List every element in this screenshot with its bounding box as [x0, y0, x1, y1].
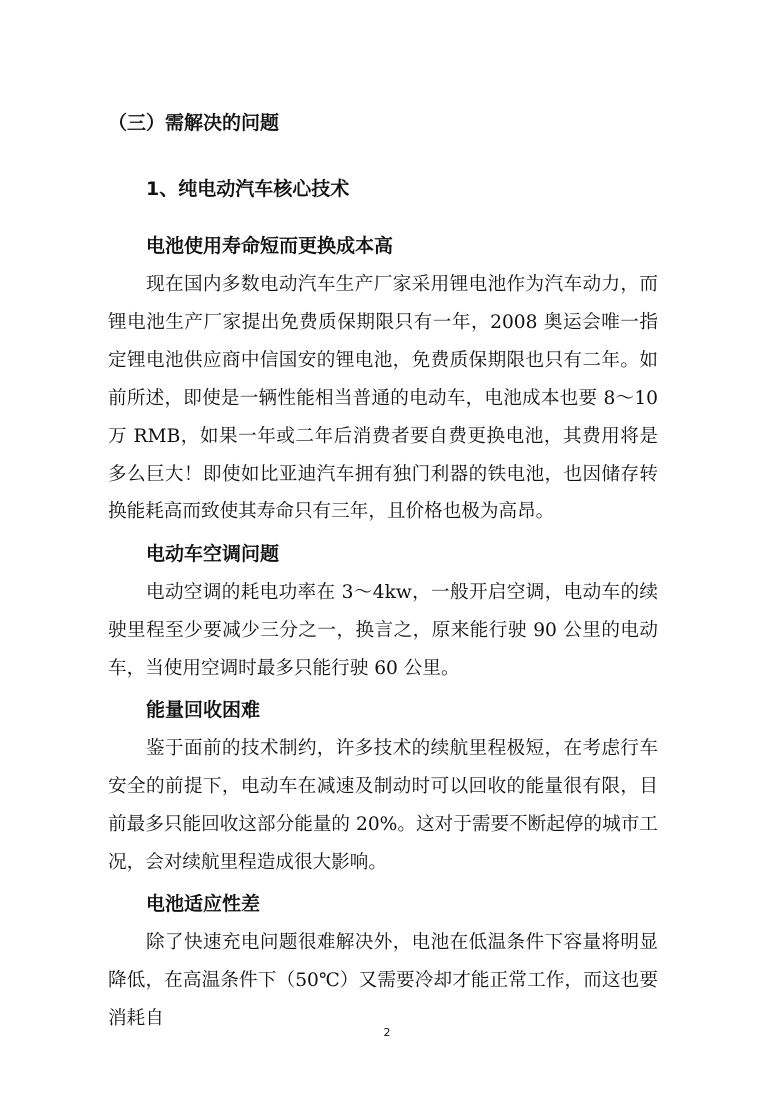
page-number: 2 [383, 1026, 391, 1039]
topic-body-battery-life: 现在国内多数电动汽车生产厂家采用锂电池作为汽车动力，而锂电池生产厂家提出免费质保期限只有一年，2008 奥运会唯一指定锂电池供应商中信国安的锂电池，免费质保期限也只有二年。如前所述，即使是一辆性能相当普通的电动车，电池成本也要 8～10 万 RMB，如果一年或二年后消费者要自费更换电池，其费用将是多么巨大！即使如比亚迪汽车拥有独门利器的铁电池，也因储存转换能耗高而致使其寿命只有三年，且价格也极为高昂。 [108, 274, 658, 523]
topic-heading-energy-recovery: 能量回收困难 [146, 699, 261, 721]
section-title: （三）需解决的问题 [108, 112, 280, 134]
topic-heading-air-conditioning: 电动车空调问题 [146, 543, 280, 565]
topic-heading-battery-adaptability: 电池适应性差 [146, 893, 261, 915]
subsection-title: 1、纯电动汽车核心技术 [146, 178, 350, 200]
topic-heading-battery-life: 电池使用寿命短而更换成本高 [146, 235, 394, 257]
topic-body-energy-recovery: 鉴于面前的技术制约，许多技术的续航里程极短，在考虑行车安全的前提下，电动车在减速及制动时可以回收的能量很有限，目前最多只能回收这部分能量的 20%。这对于需要不断起停的城市工况，会对续航里程造成很大影响。 [108, 738, 658, 873]
topic-body-battery-adaptability: 除了快速充电问题很难解决外，电池在低温条件下容量将明显降低，在高温条件下（50℃）又需要冷却才能正常工作，而这也要消耗自 [108, 932, 658, 1029]
topic-body-air-conditioning: 电动空调的耗电功率在 3～4kw，一般开启空调，电动车的续驶里程至少要减少三分之一，换言之，原来能行驶 90 公里的电动车，当使用空调时最多只能行驶 60 公里。 [108, 582, 658, 679]
